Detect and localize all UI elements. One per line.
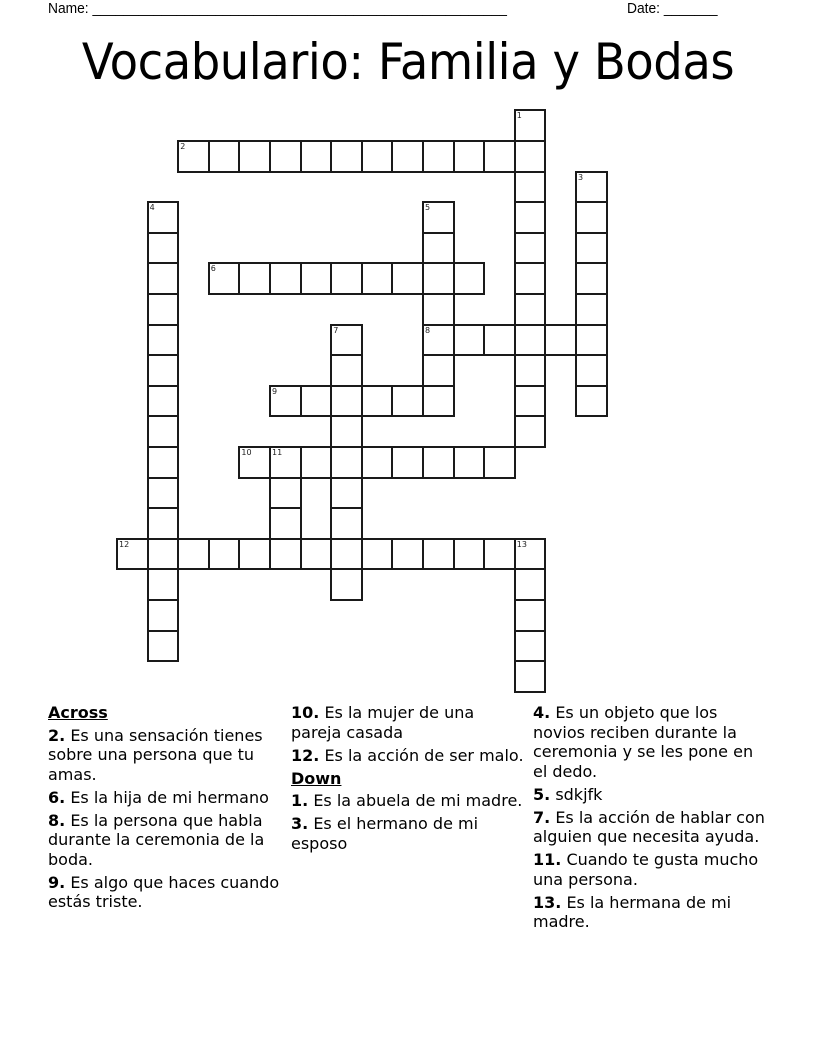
crossword-cell[interactable] <box>514 109 547 142</box>
crossword-cell[interactable] <box>330 538 363 571</box>
clue-across-10: 10. Es la mujer de una pareja casada <box>291 703 475 742</box>
crossword-cell[interactable] <box>391 446 424 479</box>
crossword-cell[interactable] <box>238 140 271 173</box>
crossword-cell[interactable] <box>453 538 486 571</box>
crossword-cell[interactable] <box>422 201 455 234</box>
crossword-cell[interactable] <box>514 385 547 418</box>
crossword-cell[interactable] <box>575 324 608 357</box>
crossword-cell[interactable] <box>300 140 333 173</box>
crossword-cell[interactable] <box>147 354 180 387</box>
crossword-cell[interactable] <box>422 232 455 265</box>
crossword-cell[interactable] <box>361 140 394 173</box>
crossword-cell[interactable] <box>514 171 547 204</box>
crossword-cell[interactable] <box>238 446 271 479</box>
crossword-cell[interactable] <box>147 446 180 479</box>
crossword-cell[interactable] <box>361 385 394 418</box>
clue-across-8: 8. Es la persona que habla durante la ceremonia de la boda. <box>48 810 265 869</box>
crossword-cell[interactable] <box>177 140 210 173</box>
crossword-cell[interactable] <box>269 446 302 479</box>
crossword-cell[interactable] <box>330 262 363 295</box>
crossword-cell[interactable] <box>453 262 486 295</box>
crossword-cell[interactable] <box>422 354 455 387</box>
crossword-cell[interactable] <box>147 201 180 234</box>
crossword-cell[interactable] <box>422 324 455 357</box>
crossword-cell[interactable] <box>422 262 455 295</box>
crossword-cell[interactable] <box>147 232 180 265</box>
crossword-cell[interactable] <box>269 538 302 571</box>
crossword-cell[interactable] <box>330 507 363 540</box>
crossword-cell[interactable] <box>238 538 271 571</box>
crossword-cell[interactable] <box>514 354 547 387</box>
crossword-cell[interactable] <box>208 262 241 295</box>
crossword-cell[interactable] <box>147 538 180 571</box>
clue-down-4: 4. Es un objeto que los novios reciben durante la ceremonia y se les pone en el dedo. <box>533 703 754 781</box>
crossword-cell[interactable] <box>575 354 608 387</box>
clue-number: 8 <box>425 325 431 335</box>
clue-number: 2 <box>180 142 186 151</box>
crossword-cell[interactable] <box>514 415 547 448</box>
page-title: Vocabulario: Familia y Bodas <box>81 33 735 91</box>
crossword-cell[interactable] <box>300 385 333 418</box>
crossword-cell[interactable] <box>269 385 302 418</box>
crossword-cell[interactable] <box>514 660 547 693</box>
crossword-cell[interactable] <box>514 599 547 632</box>
crossword-cell[interactable] <box>330 140 363 173</box>
crossword-cell[interactable] <box>391 385 424 418</box>
crossword-cell[interactable] <box>269 477 302 510</box>
crossword-cell[interactable] <box>269 262 302 295</box>
crossword-cell[interactable] <box>514 324 547 357</box>
crossword-cell[interactable] <box>147 324 180 357</box>
clue-number: 4 <box>149 203 155 213</box>
crossword-cell[interactable] <box>483 324 516 357</box>
clue-down-3: 3. Es el hermano de mi esposo <box>291 814 479 853</box>
clue-number: 6 <box>210 264 216 274</box>
crossword-cell[interactable] <box>391 262 424 295</box>
clue-number: 12 <box>119 539 130 549</box>
crossword-cell[interactable] <box>147 293 180 326</box>
crossword-cell[interactable] <box>330 446 363 479</box>
crossword-cell[interactable] <box>483 140 516 173</box>
crossword-cell[interactable] <box>514 201 547 234</box>
crossword-cell[interactable] <box>238 262 271 295</box>
crossword-cell[interactable] <box>575 262 608 295</box>
clue-number: 7 <box>333 325 339 335</box>
crossword-cell[interactable] <box>330 477 363 510</box>
crossword-cell[interactable] <box>147 262 180 295</box>
crossword-cell[interactable] <box>147 599 180 632</box>
name-field-label: Name: ______________________________________________________ <box>48 0 507 17</box>
crossword-cell[interactable] <box>483 538 516 571</box>
crossword-cell[interactable] <box>575 171 608 204</box>
clue-number: 1 <box>516 111 522 121</box>
crossword-cell[interactable] <box>147 507 180 540</box>
crossword-cell[interactable] <box>422 293 455 326</box>
clues-column-2 <box>291 703 526 857</box>
crossword-cell[interactable] <box>330 354 363 387</box>
crossword-cell[interactable] <box>391 538 424 571</box>
crossword-cell[interactable] <box>147 415 180 448</box>
clue-across-2: 2. Es una sensación tienes sobre una persona que tu amas. <box>48 725 263 784</box>
crossword-cell[interactable] <box>575 201 608 234</box>
crossword-cell[interactable] <box>147 568 180 601</box>
crossword-cell[interactable] <box>361 538 394 571</box>
crossword-cell[interactable] <box>453 140 486 173</box>
crossword-cell[interactable] <box>422 385 455 418</box>
crossword-cell[interactable] <box>422 446 455 479</box>
clue-number: 10 <box>241 448 252 457</box>
crossword-cell[interactable] <box>269 140 302 173</box>
crossword-cell[interactable] <box>544 324 577 357</box>
date-field-label: Date: _______ <box>627 0 718 17</box>
crossword-cell[interactable] <box>177 538 210 571</box>
crossword-cell[interactable] <box>575 293 608 326</box>
clue-number: 5 <box>425 203 431 213</box>
crossword-cell[interactable] <box>453 446 486 479</box>
clue-across-6: 6. Es la hija de mi hermano <box>48 787 269 807</box>
crossword-cell[interactable] <box>514 538 547 571</box>
crossword-cell[interactable] <box>300 262 333 295</box>
crossword-cell[interactable] <box>391 140 424 173</box>
crossword-cell[interactable] <box>147 477 180 510</box>
crossword-cell[interactable] <box>514 293 547 326</box>
crossword-cell[interactable] <box>514 568 547 601</box>
clue-number: 13 <box>516 539 527 549</box>
crossword-cell[interactable] <box>575 385 608 418</box>
crossword-cell[interactable] <box>269 507 302 540</box>
clue-down-1: 1. Es la abuela de mi madre. <box>291 791 523 810</box>
crossword-cell[interactable] <box>300 538 333 571</box>
clues-column-3 <box>533 703 768 935</box>
down-heading: Down <box>291 768 342 788</box>
crossword-cell[interactable] <box>208 140 241 173</box>
clue-down-5: 5. sdkjfk <box>533 784 603 804</box>
crossword-cell[interactable] <box>330 385 363 418</box>
crossword-cell[interactable] <box>330 568 363 601</box>
clue-down-13: 13. Es la hermana de mi madre. <box>533 892 732 931</box>
crossword-cell[interactable] <box>147 630 180 663</box>
crossword-cell[interactable] <box>514 232 547 265</box>
crossword-cell[interactable] <box>483 446 516 479</box>
clue-across-12: 12. Es la acción de ser malo. <box>291 745 524 765</box>
clues-column-1 <box>48 703 283 915</box>
crossword-cell[interactable] <box>300 446 333 479</box>
clue-number: 11 <box>272 448 283 457</box>
crossword-cell[interactable] <box>514 140 547 173</box>
clue-number: 9 <box>272 386 278 396</box>
crossword-cell[interactable] <box>116 538 149 571</box>
crossword-cell[interactable] <box>453 324 486 357</box>
crossword-cell[interactable] <box>422 140 455 173</box>
crossword-cell[interactable] <box>361 262 394 295</box>
clue-down-7: 7. Es la acción de hablar con alguien que necesita ayuda. <box>533 807 765 846</box>
crossword-cell[interactable] <box>330 324 363 357</box>
clue-number: 3 <box>578 172 584 182</box>
clue-down-11: 11. Cuando te gusta mucho una persona. <box>533 850 759 889</box>
crossword-cell[interactable] <box>147 385 180 418</box>
crossword-cell[interactable] <box>575 232 608 265</box>
crossword-cell[interactable] <box>514 630 547 663</box>
crossword-cell[interactable] <box>422 538 455 571</box>
crossword-cell[interactable] <box>514 262 547 295</box>
crossword-cell[interactable] <box>330 415 363 448</box>
crossword-cell[interactable] <box>361 446 394 479</box>
crossword-cell[interactable] <box>208 538 241 571</box>
across-heading: Across <box>48 703 108 722</box>
clue-across-9: 9. Es algo que haces cuando estás triste. <box>48 872 280 911</box>
